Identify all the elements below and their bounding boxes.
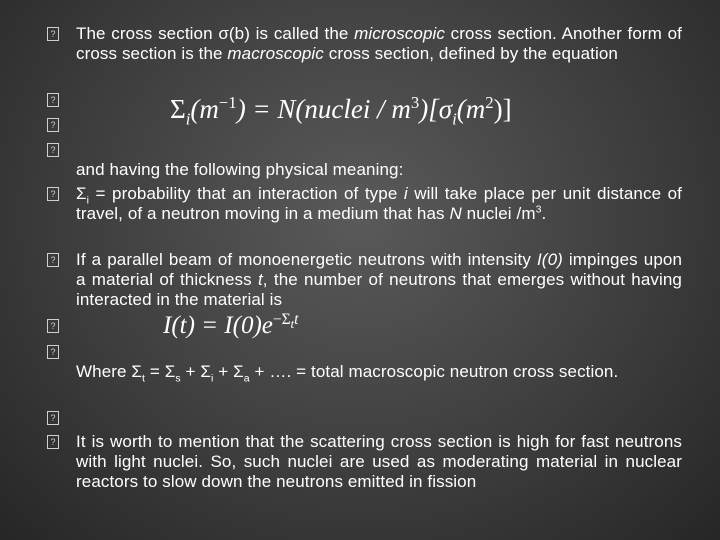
eq-sup: −Σ: [272, 310, 291, 328]
text-sup: 3: [535, 203, 542, 216]
beam-paragraph: [76, 250, 682, 310]
bullet-icon: ?: [47, 187, 59, 201]
emphasis-N: N: [449, 204, 462, 223]
text-run: = probability that an interaction of type: [89, 184, 404, 203]
emphasis-macroscopic: macroscopic: [227, 44, 324, 63]
text-run: + Σ: [180, 362, 212, 381]
text-run: cross section. Another form of cross section is the: [76, 24, 682, 63]
emphasis-microscopic: microscopic: [354, 24, 445, 43]
bullet-icon: ?: [47, 319, 59, 333]
text-run: + Σ: [213, 362, 244, 381]
text-run: The cross section σ(b) is called the: [76, 24, 355, 43]
bullet-icon: ?: [47, 435, 59, 449]
text-sub: a: [243, 372, 250, 385]
text-sub: i: [211, 372, 214, 385]
emphasis-t: t: [257, 270, 263, 289]
eq-part: )[σ: [419, 94, 453, 124]
eq-part: )]: [493, 94, 512, 124]
meaning-intro: and having the following physical meaning:: [76, 160, 404, 179]
text-run: cross section, defined by the equation: [323, 44, 618, 63]
text-run: = Σ: [145, 362, 176, 381]
macroscopic-cross-section-equation: [170, 93, 512, 129]
text-sub: t: [142, 372, 146, 385]
bullet-icon: ?: [47, 411, 59, 425]
scattering-note-paragraph: It is worth to mention that the scattering cross section is high for fast neutrons with light nuclei. So, such nuclei are used as moderating material in nuclear reactors to slow down the neutrons emitted in fission: [76, 432, 682, 491]
eq-sub: i: [452, 109, 457, 129]
eq-symbol: Σ: [170, 94, 186, 124]
text-sub: s: [175, 372, 181, 385]
bullet-icon: ?: [47, 345, 59, 359]
eq-part: (m: [190, 94, 219, 124]
text-run: Σ: [76, 184, 87, 203]
text-run: , the number of neutrons that emerges without having interacted in the material is: [76, 270, 682, 309]
bullet-icon: ?: [47, 27, 59, 41]
bullet-icon: ?: [47, 253, 59, 267]
eq-sub: t: [290, 316, 295, 331]
intro-paragraph: [76, 24, 682, 64]
eq-sub: i: [185, 109, 191, 129]
eq-sup: t: [294, 310, 299, 328]
text-run: impinges upon a material of thickness: [76, 250, 682, 289]
text-run: + …. = total macroscopic neutron cross section.: [249, 362, 619, 381]
bullet-icon: ?: [47, 118, 59, 132]
text-run: nuclei /m: [461, 204, 536, 223]
sigma-definition-paragraph: [76, 184, 682, 224]
eq-part: I(t) = I(0)e: [163, 312, 273, 339]
eq-sup: 2: [485, 93, 494, 112]
text-sub: i: [86, 194, 90, 207]
text-run: .: [541, 204, 547, 223]
attenuation-equation: [163, 312, 298, 340]
emphasis-I0: I(0): [536, 250, 563, 269]
text-run: will take place per unit distance of travel, of a neutron moving in a medium that has: [76, 184, 682, 223]
eq-part: (m: [456, 94, 486, 124]
emphasis-i: i: [403, 184, 408, 203]
bullet-icon: ?: [47, 93, 59, 107]
eq-part: ) = N(nuclei / m: [236, 94, 411, 124]
text-run: If a parallel beam of monoenergetic neutrons with intensity: [76, 250, 537, 269]
total-cross-section-paragraph: [76, 362, 682, 385]
text-run: Where Σ: [76, 362, 143, 381]
eq-sup: −1: [218, 93, 237, 112]
eq-sup: 3: [410, 93, 420, 112]
bullet-icon: ?: [47, 143, 59, 157]
